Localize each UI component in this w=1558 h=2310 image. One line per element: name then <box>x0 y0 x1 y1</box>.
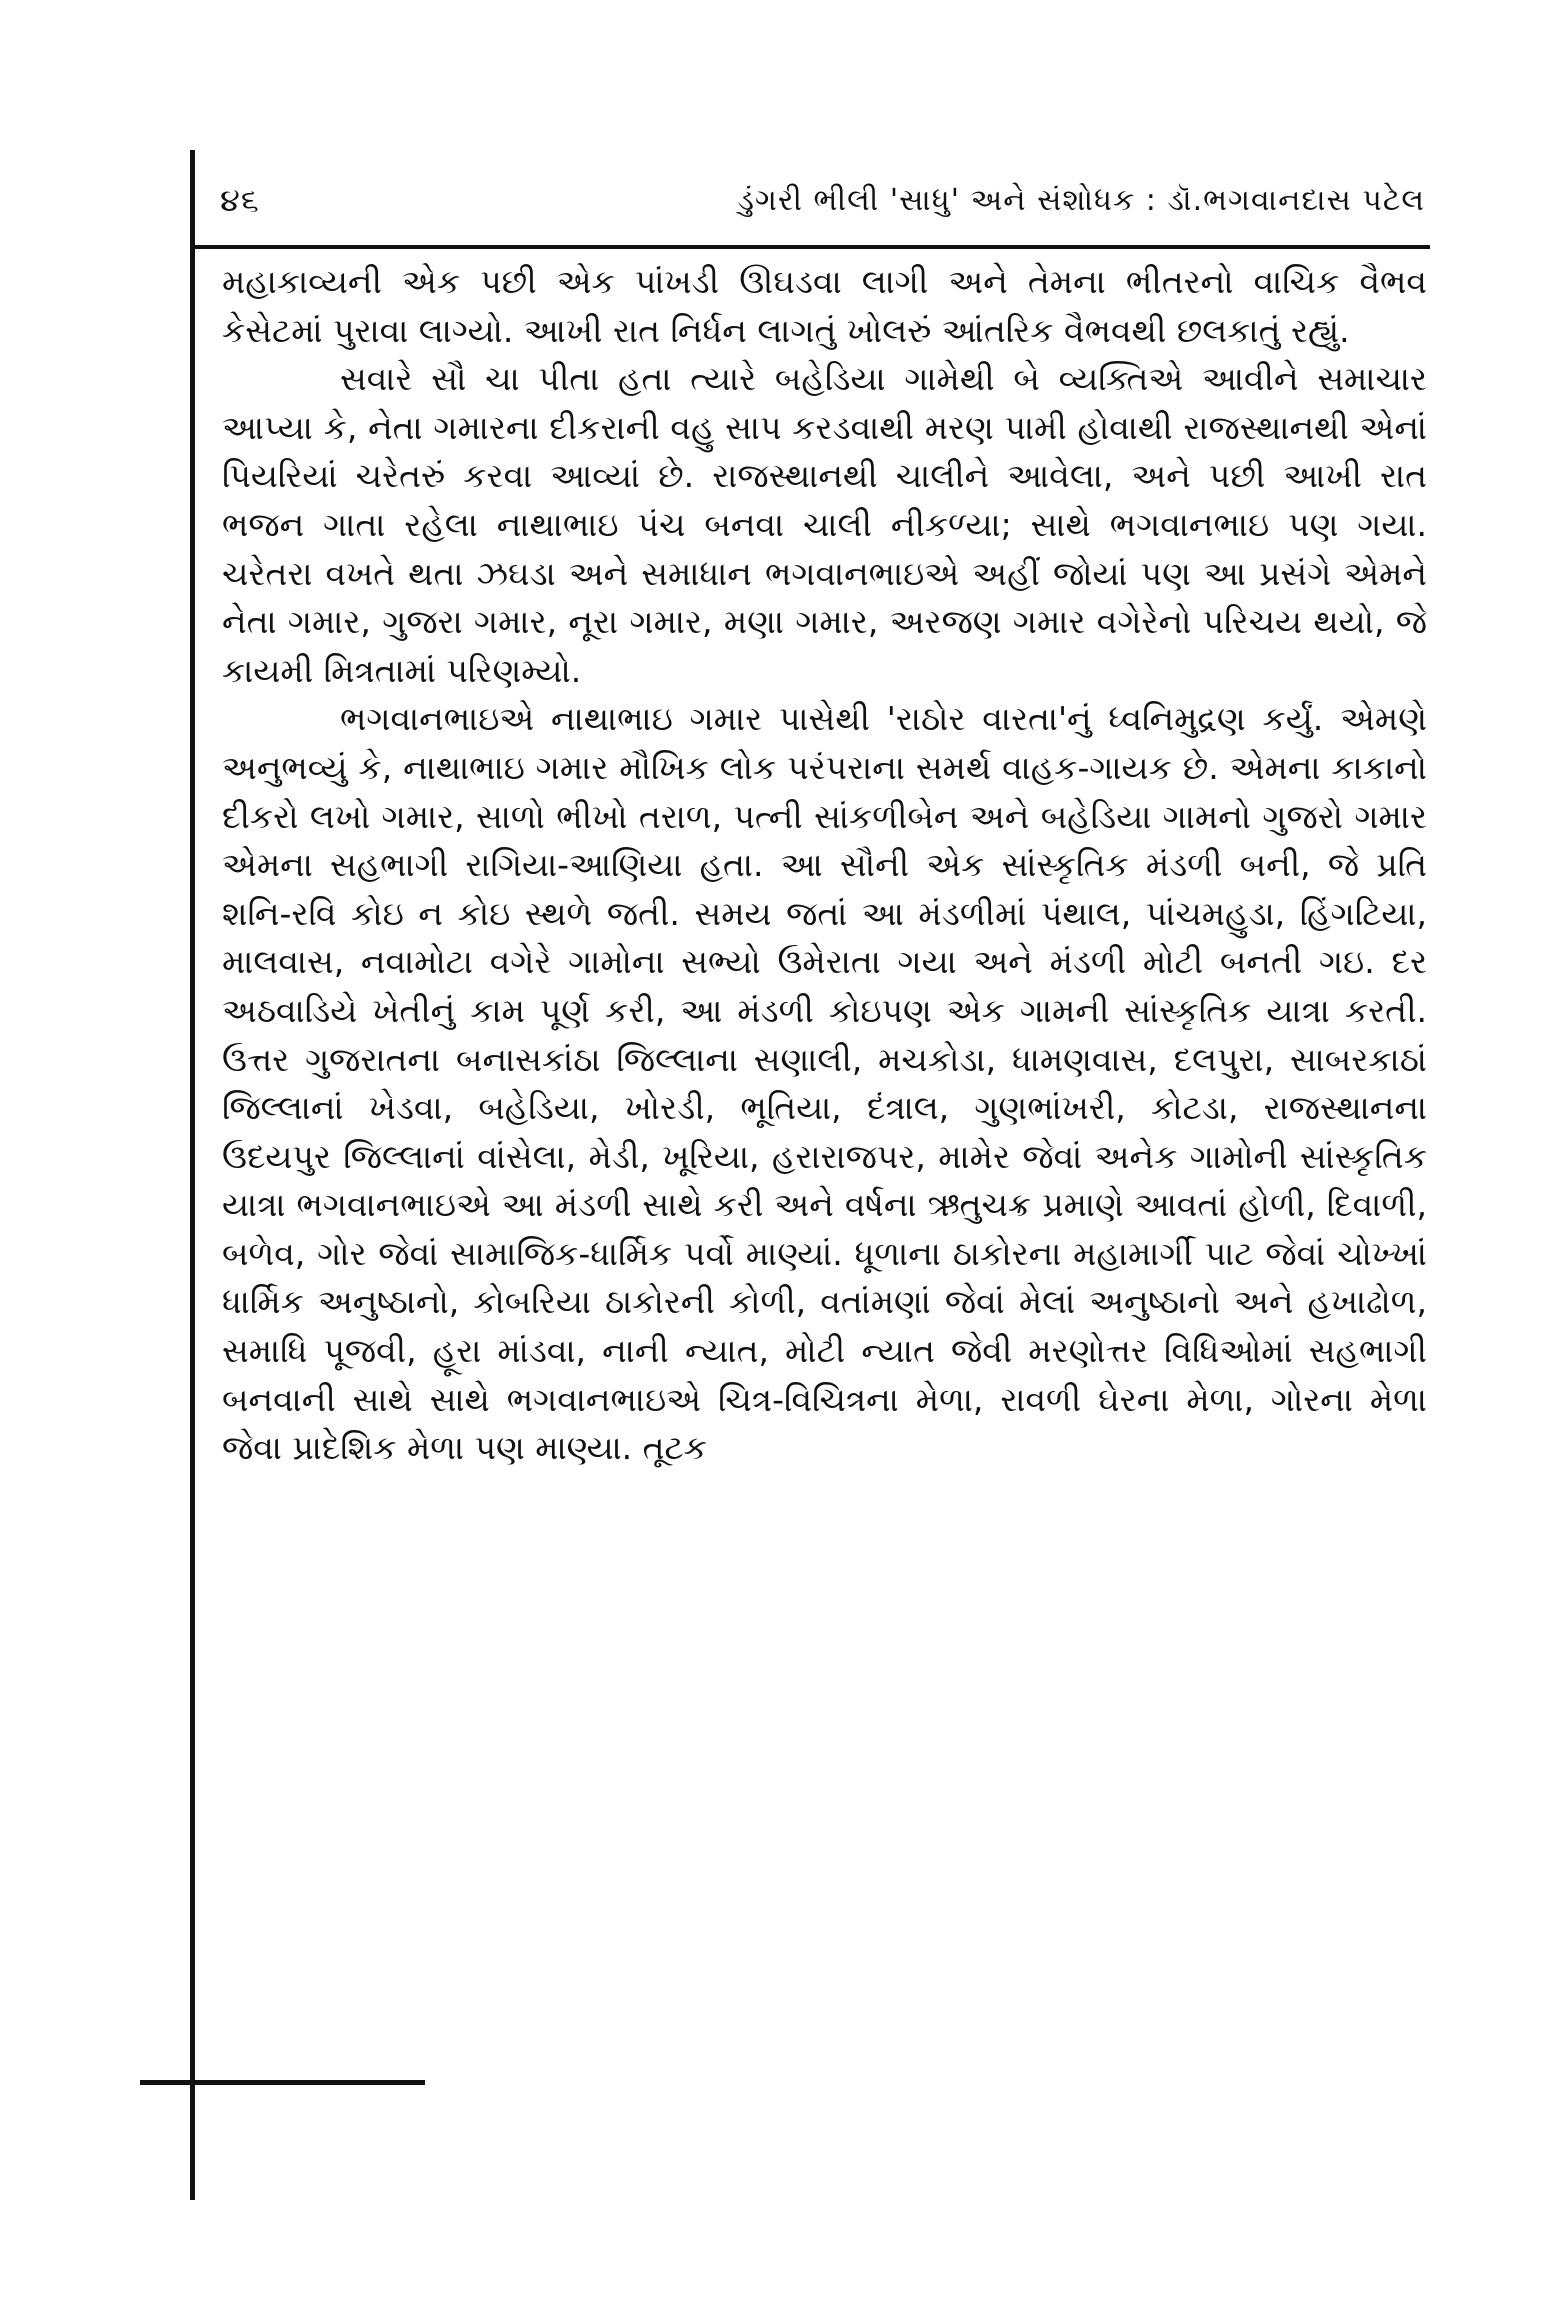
body-text <box>222 258 1427 1473</box>
header-divider <box>190 245 1430 249</box>
left-margin-rule <box>190 150 195 2200</box>
running-header <box>220 172 1425 228</box>
paragraph-3: ભગવાનભાઇએ નાથાભાઇ ગમાર પાસેથી 'રાઠોર વારતા'નું ધ્વનિમુદ્રણ કર્યું. એમણે અનુભવ્યું કે, નાથાભાઇ ગમાર મૌખિક લોક પરંપરાના સમર્થ વાહક-ગાયક છે. એમના કાકાનો દીકરો લખો ગમાર, સાળો ભીખો તરાળ, પત્ની સાંકળીબેન અને બહેડિયા ગામનો ગુજરો ગમાર એમના સહભાગી રાગિયા-આણિયા હતા. આ સૌની એક સાંસ્કૃતિક મંડળી બની, જે પ્રતિ શનિ-રવિ કોઇ ન કોઇ સ્થળે જતી. સમય જતાં આ મંડળીમાં પંથાલ, પાંચમહુડા, હિંગટિયા, માલવાસ, નવામોટા વગેરે ગામોના સભ્યો ઉમેરાતા ગયા અને મંડળી મોટી બનતી ગઇ. દર અઠવાડિયે ખેતીનું કામ પૂર્ણ કરી, આ મંડળી કોઇપણ એક ગામની સાંસ્કૃતિક યાત્રા કરતી. ઉત્તર ગુજરાતના બનાસકાંઠા જિલ્લાના સણાલી, મચકોડા, ધામણવાસ, દલપુરા, સાબરકાઠાં જિલ્લાનાં ખેડવા, બહેડિયા, ખોરડી, ભૂતિયા, દંત્રાલ, ગુણભાંખરી, કોટડા, રાજસ્થાનના ઉદયપુર જિલ્લાનાં વાંસેલા, મેડી, ખૂરિયા, હરારાજપર, મામેર જેવાં અનેક ગામોની સાંસ્કૃતિક યાત્રા ભગવાનભાઇએ આ મંડળી સાથે કરી અને વર્ષના ઋતુચક્ર પ્રમાણે આવતાં હોળી, દિવાળી, બળેવ, ગોર જેવાં સામાજિક-ધાર્મિક પર્વો માણ્યાં. ધૂળાના ઠાકોરના મહામાર્ગી પાટ જેવાં ચોખ્ખાં ધાર્મિક અનુષ્ઠાનો, કોબરિયા ઠાકોરની કોળી, વતાંમણાં જેવાં મેલાં અનુષ્ઠાનો અને હખાઢોળ, સમાધિ પૂજવી, હૂરા માંડવા, નાની ન્યાત, મોટી ન્યાત જેવી મરણોત્તર વિધિઓમાં સહભાગી બનવાની સાથે સાથે ભગવાનભાઇએ ચિત્ર-વિચિત્રના મેળા, રાવળી ઘેરના મેળા, ગોરના મેળા જેવા પ્રાદેશિક મેળા પણ માણ્યા. તૂટક <box>222 699 1427 1468</box>
paragraph-1: મહાકાવ્યની એક પછી એક પાંખડી ઊઘડવા લાગી અને તેમના ભીતરનો વાચિક વૈભવ કેસેટમાં પુરાવા લાગ્યો. આખી રાત નિર્ધન લાગતું ખોલરું આંતરિક વૈભવથી છલકાતું રહ્યું. <box>222 262 1427 350</box>
page-number: ૪૬ <box>220 180 260 219</box>
running-title: ડુંગરી ભીલી 'સાધુ' અને સંશોધક : ડૉ.ભગવાનદાસ પટેલ <box>737 182 1425 218</box>
footer-rule <box>140 2080 425 2085</box>
paragraph-2: સવારે સૌ ચા પીતા હતા ત્યારે બહેડિયા ગામેથી બે વ્યક્તિએ આવીને સમાચાર આપ્યા કે, નેતા ગમારના દીકરાની વહુ સાપ કરડવાથી મરણ પામી હોવાથી રાજસ્થાનથી એનાં પિયરિયાં ચરેતરું કરવા આવ્યાં છે. રાજસ્થાનથી ચાલીને આવેલા, અને પછી આખી રાત ભજન ગાતા રહેલા નાથાભાઇ પંચ બનવા ચાલી નીકળ્યા; સાથે ભગવાનભાઇ પણ ગયા. ચરેતરા વખતે થતા ઝઘડા અને સમાધાન ભગવાનભાઇએ અહીં જોયાં પણ આ પ્રસંગે એમને નેતા ગમાર, ગુજરા ગમાર, નૂરા ગમાર, મણા ગમાર, અરજણ ગમાર વગેરેનો પરિચય થયો, જે કાયમી મિત્રતામાં પરિણમ્યો. <box>222 359 1427 690</box>
